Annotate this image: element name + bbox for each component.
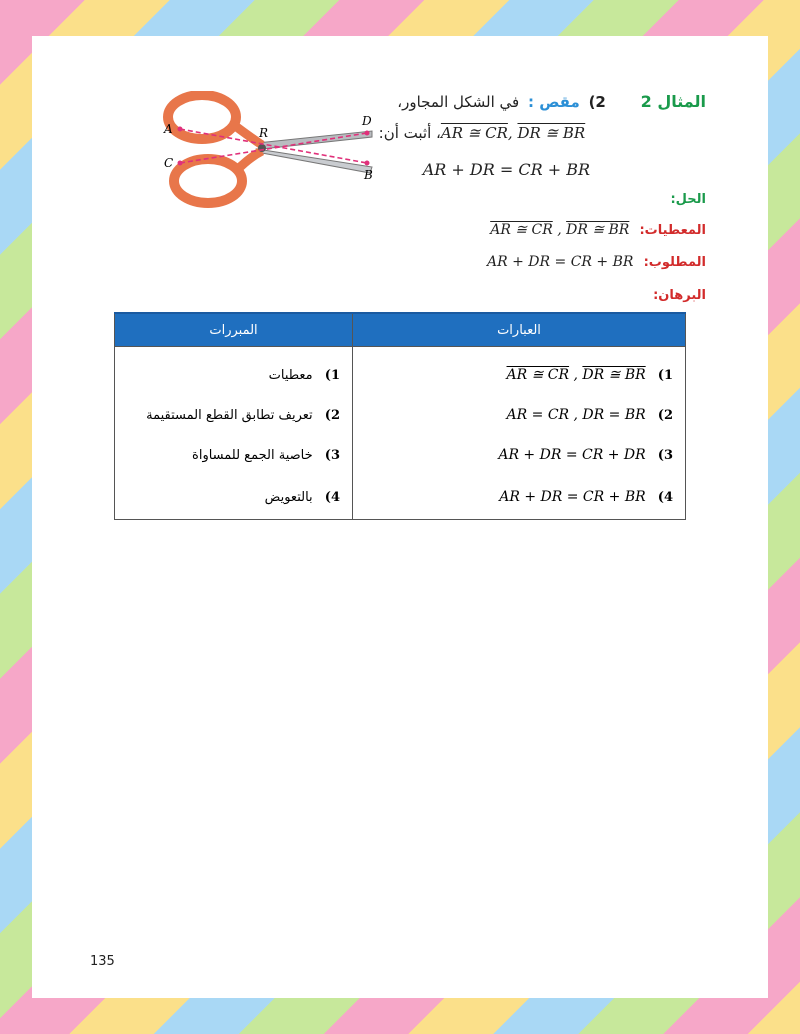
prove-text: ، أثبت أن: (378, 124, 441, 142)
given-segment-2: DR ≅ BR (517, 124, 586, 142)
table-row (115, 347, 686, 396)
given-value-2: DR ≅ BR (566, 222, 630, 238)
reason-number: 2) (324, 407, 340, 423)
point-label-a: A (164, 122, 173, 136)
header-reasons: المبررات (115, 313, 353, 347)
required-value: AR + DR = CR + BR (487, 254, 634, 270)
given-row (490, 222, 706, 238)
reason-text: تعريف تطابق القطع المستقيمة (146, 407, 313, 423)
required-label: المطلوب: (643, 255, 706, 270)
reason-cell (115, 435, 353, 475)
statement-cell (353, 475, 686, 520)
page (32, 36, 768, 998)
statement-number: 4) (657, 490, 673, 505)
reason-cell (115, 475, 353, 520)
statement-text: AR + DR = CR + BR (499, 489, 646, 505)
reason-number: 1) (324, 367, 340, 383)
reason-text: بالتعويض (264, 489, 313, 505)
reason-number: 4) (324, 489, 340, 505)
scissors-icon (162, 91, 382, 211)
statement-cell (353, 395, 686, 435)
example-name: مقص : (528, 93, 580, 111)
scissors-figure (162, 91, 382, 211)
point-label-c: C (164, 156, 174, 170)
proof-table (114, 312, 686, 520)
statement-cell: 1) AR ≅ CR , DR ≅ BR (353, 347, 686, 396)
statement-number: 2) (657, 408, 673, 423)
reason-cell (115, 395, 353, 435)
statement-part: AR ≅ CR (506, 367, 570, 383)
reason-text: معطيات (268, 367, 313, 383)
table-row (115, 475, 686, 520)
point-label-b: B (364, 168, 373, 182)
given-value-1: AR ≅ CR (490, 222, 553, 238)
table-row (115, 435, 686, 475)
example-text: في الشكل المجاور، (397, 93, 520, 111)
reason-cell (115, 347, 353, 396)
given-segment-1: AR ≅ CR (440, 124, 508, 142)
statement-text: AR + DR = CR + DR (498, 447, 646, 463)
proof-label: البرهان: (653, 288, 706, 303)
given-label: المعطيات: (639, 223, 706, 238)
statement-part: DR ≅ BR (582, 367, 646, 383)
given-separator: , (507, 124, 513, 142)
required-row (487, 254, 706, 270)
point-label-d: D (362, 114, 372, 128)
example-title: المثال 2 (640, 92, 706, 111)
statement-text: AR = CR , DR = BR (506, 407, 646, 423)
reason-text: خاصية الجمع للمساواة (192, 447, 313, 463)
page-number: 135 (90, 954, 115, 969)
example-heading (397, 92, 706, 111)
statement-number: 1) (657, 368, 673, 383)
table-row (115, 395, 686, 435)
reason-number: 3) (324, 447, 340, 463)
prove-statement (379, 124, 590, 142)
point-label-r: R (259, 126, 269, 140)
example-number: 2) (588, 93, 606, 111)
statement-number: 3) (657, 448, 673, 463)
statement-cell (353, 435, 686, 475)
given-value-sep: , (552, 222, 567, 238)
header-statements: العبارات (353, 313, 686, 347)
solution-heading: الحل: (670, 192, 706, 207)
prove-equation: AR + DR = CR + BR (422, 160, 590, 179)
